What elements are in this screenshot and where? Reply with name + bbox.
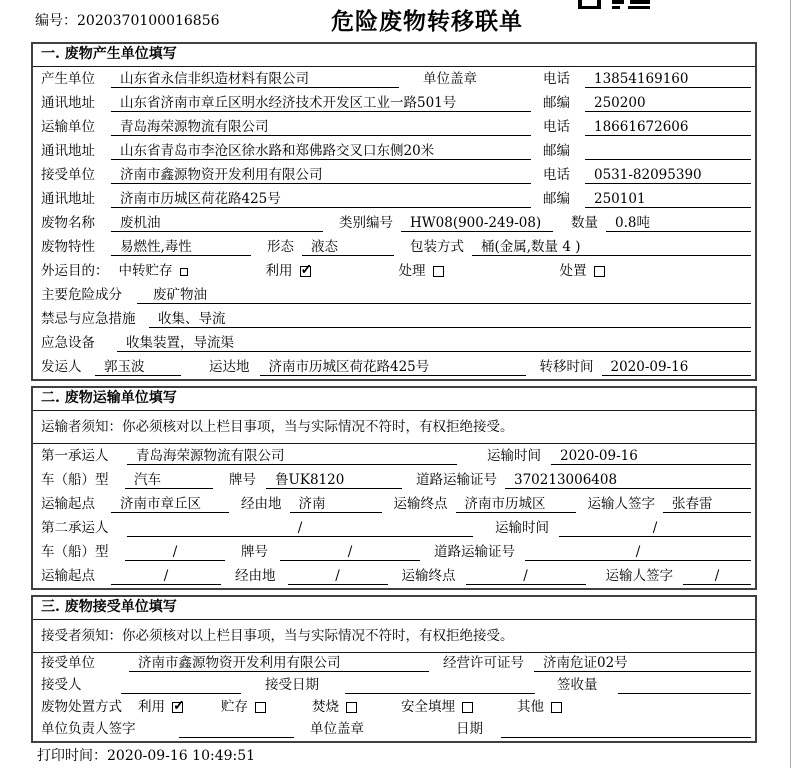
- section-transporter-title: 二. 废物运输单位填写: [33, 388, 755, 411]
- permit-label: 经营许可证号: [443, 655, 524, 671]
- route1-sign-value: 张春雷: [663, 496, 751, 513]
- accept-date-value: [345, 677, 535, 694]
- section-transporter: [31, 386, 757, 590]
- transporter-zip-label: 邮编: [543, 143, 570, 159]
- receiver-address-label: 通讯地址: [41, 191, 95, 207]
- producer-value: 山东省永信非织造材料有限公司: [111, 71, 399, 88]
- carrier1-time-label: 运输时间: [487, 448, 541, 464]
- route1-start-label: 运输起点: [41, 496, 95, 512]
- row-emergency-equipment: [33, 331, 755, 355]
- receiver-zip-value: 250101: [585, 191, 751, 208]
- hazard-label: 主要危险成分: [41, 287, 122, 303]
- carrier2-label: 第二承运人: [41, 520, 109, 536]
- route1-end-value: 济南市历城区: [456, 496, 576, 513]
- row-dispatch: [33, 355, 755, 379]
- license2-label: 道路运输证号: [434, 544, 515, 560]
- route2-start-value: /: [111, 568, 221, 585]
- checkbox-transfer-storage: [180, 268, 188, 276]
- disposal-label: 废物处置方式: [41, 699, 122, 715]
- waste-category-value: HW08(900-249-08): [401, 215, 553, 232]
- waste-packing-label: 包装方式: [410, 239, 464, 255]
- transporter-zip-value: [585, 143, 751, 160]
- waste-quantity-value: 0.8吨: [606, 215, 751, 232]
- carrier1-time-value: 2020-09-16: [551, 448, 751, 465]
- manager-sign-label: 单位负责人签字: [41, 721, 136, 737]
- row-receive-unit: [33, 653, 755, 675]
- checkbox-utilize: [300, 266, 311, 277]
- row-hazard: [33, 283, 755, 307]
- route2-via-label: 经由地: [235, 568, 276, 584]
- page-title: 危险废物转移联单: [331, 8, 523, 35]
- plate1-label: 牌号: [229, 472, 256, 488]
- emergency-equipment-value: 收集装置，导流渠: [117, 335, 751, 352]
- carrier2-value: /: [127, 520, 473, 537]
- print-time-value: 2020-09-16 10:49:51: [107, 748, 256, 764]
- signoff-date-label: 日期: [456, 721, 483, 737]
- print-time-label: 打印时间：: [37, 748, 107, 764]
- plate2-label: 牌号: [241, 544, 268, 560]
- checkbox-disposal-store: [255, 702, 266, 713]
- purpose-option-treat: 处理: [399, 263, 444, 280]
- row-producer: [33, 67, 755, 91]
- plate2-value: /: [280, 544, 420, 561]
- signed-amount-label: 签收量: [557, 677, 598, 693]
- unit-seal-label: 单位盖章: [310, 721, 364, 737]
- qr-code-fragment: [578, 0, 650, 9]
- receiver-phone-value: 0531-82095390: [585, 167, 751, 184]
- route2-start-label: 运输起点: [41, 568, 95, 584]
- checkbox-treat: [433, 266, 444, 277]
- producer-phone-value: 13854169160: [585, 71, 751, 88]
- hazard-value: 废矿物油: [137, 287, 751, 304]
- carrier1-value: 青岛海荣源物流有限公司: [127, 448, 457, 465]
- route2-via-value: /: [288, 568, 388, 585]
- producer-phone-label: 电话: [543, 71, 570, 87]
- manifest-form: [31, 42, 757, 748]
- print-time: [37, 745, 255, 765]
- shipper-label: 发运人: [41, 359, 82, 375]
- row-waste-traits: [33, 235, 755, 259]
- accept-date-label: 接受日期: [265, 677, 319, 693]
- route1-sign-label: 运输人签字: [587, 496, 655, 512]
- serial-number: [35, 10, 220, 30]
- vehicle1-label: 车（船）型: [41, 472, 109, 488]
- purpose-label: 外运目的：: [41, 263, 109, 279]
- checkbox-disposal-utilize: [172, 702, 183, 713]
- transporter-value: 青岛海荣源物流有限公司: [111, 119, 531, 136]
- producer-label: 产生单位: [41, 71, 95, 87]
- disposal-option-incinerate: 焚烧: [312, 699, 357, 716]
- receiver-phone-label: 电话: [543, 167, 570, 183]
- transfer-time-label: 转移时间: [539, 359, 594, 375]
- license1-label: 道路运输证号: [416, 472, 497, 488]
- receive-unit-value: 济南市鑫源物资开发利用有限公司: [129, 655, 429, 672]
- destination-label: 运达地: [209, 359, 250, 375]
- row-purpose: [33, 259, 755, 283]
- plate1-value: 鲁UK8120: [266, 472, 402, 489]
- receiver-address-value: 济南市历城区荷花路425号: [111, 191, 531, 208]
- disposal-option-other: 其他: [517, 699, 562, 716]
- route1-end-label: 运输终点: [393, 496, 448, 512]
- checkbox-disposal-other: [551, 702, 562, 713]
- permit-value: 济南危证02号: [534, 655, 751, 672]
- emergency-measures-value: 收集、导流: [149, 311, 751, 328]
- waste-form-value: 液态: [302, 239, 394, 256]
- receiver-notice: 接受者须知：你必须核对以上栏目事项，当与实际情况不符时，有权拒绝接受。: [33, 620, 755, 653]
- row-receiver-address: [33, 187, 755, 211]
- purpose-option-dispose: 处置: [560, 263, 605, 280]
- route2-end-label: 运输终点: [401, 568, 456, 584]
- carrier2-time-value: /: [559, 520, 751, 537]
- waste-name-label: 废物名称: [41, 215, 95, 231]
- disposal-option-utilize: 利用 ✓: [138, 699, 183, 716]
- row-vehicle2: [33, 540, 755, 564]
- waste-traits-value: 易燃性,毒性: [111, 239, 251, 256]
- row-waste-name: [33, 211, 755, 235]
- row-route2: [33, 564, 755, 588]
- row-acceptance: [33, 675, 755, 697]
- receiver-label: 接受单位: [41, 167, 95, 183]
- page-edge-line: [790, 0, 791, 768]
- carrier2-time-label: 运输时间: [495, 520, 549, 536]
- row-receiver: [33, 163, 755, 187]
- transporter-phone-label: 电话: [543, 119, 570, 135]
- route1-via-value: 济南: [290, 496, 382, 513]
- receiver-zip-label: 邮编: [543, 191, 570, 207]
- accept-person-label: 接受人: [41, 677, 82, 693]
- producer-seal-label: 单位盖章: [423, 71, 477, 87]
- transporter-phone-value: 18661672606: [585, 119, 751, 136]
- license2-value: /: [525, 544, 751, 561]
- producer-zip-label: 邮编: [543, 95, 570, 111]
- row-carrier2: [33, 516, 755, 540]
- transporter-label: 运输单位: [41, 119, 95, 135]
- disposal-option-store: 贮存: [221, 699, 266, 716]
- checkbox-dispose: [594, 266, 605, 277]
- route1-via-label: 经由地: [241, 496, 282, 512]
- row-disposal: [33, 697, 755, 719]
- purpose-option-utilize: 利用 ✓: [266, 263, 311, 280]
- receiver-value: 济南市鑫源物资开发利用有限公司: [111, 167, 531, 184]
- checkbox-disposal-landfill: [462, 702, 473, 713]
- accept-person-value: [121, 677, 241, 694]
- transfer-time-value: 2020-09-16: [602, 359, 752, 376]
- emergency-measures-label: 禁忌与应急措施: [41, 311, 136, 327]
- manager-sign-value: [179, 721, 294, 738]
- waste-packing-value: 桶(金属,数量 4 ): [472, 239, 751, 256]
- receive-unit-label: 接受单位: [41, 655, 95, 671]
- transporter-notice: 运输者须知：你必须核对以上栏目事项，当与实际情况不符时，有权拒绝接受。: [33, 411, 755, 444]
- transporter-address-value: 山东省青岛市李沧区徐水路和郑佛路交叉口东侧20米: [111, 143, 531, 160]
- waste-traits-label: 废物特性: [41, 239, 95, 255]
- row-route1: [33, 492, 755, 516]
- section-producer-title: 一. 废物产生单位填写: [33, 44, 755, 67]
- producer-zip-value: 250200: [585, 95, 751, 112]
- row-transporter: [33, 115, 755, 139]
- route2-sign-label: 运输人签字: [605, 568, 673, 584]
- waste-name-value: 废机油: [111, 215, 323, 232]
- license1-value: 370213006408: [505, 472, 751, 489]
- serial-value: 2020370100016856: [77, 13, 220, 29]
- destination-value: 济南市历城区荷花路425号: [260, 359, 526, 376]
- row-producer-address: [33, 91, 755, 115]
- route2-sign-value: /: [683, 568, 751, 585]
- section-receiver: [31, 595, 757, 743]
- waste-form-label: 形态: [267, 239, 294, 255]
- purpose-option-transfer-storage: 中转贮存: [119, 263, 188, 280]
- checkbox-disposal-incinerate: [346, 702, 357, 713]
- row-transporter-address: [33, 139, 755, 163]
- signoff-date-value: [501, 721, 751, 738]
- producer-address-label: 通讯地址: [41, 95, 95, 111]
- row-vehicle1: [33, 468, 755, 492]
- emergency-equipment-label: 应急设备: [41, 335, 95, 351]
- vehicle2-value: /: [125, 544, 225, 561]
- row-signoff: [33, 719, 755, 741]
- row-emergency-measures: [33, 307, 755, 331]
- transporter-address-label: 通讯地址: [41, 143, 95, 159]
- producer-address-value: 山东省济南市章丘区明水经济技术开发区工业一路501号: [111, 95, 531, 112]
- shipper-value: 郭玉波: [95, 359, 181, 376]
- route2-end-value: /: [466, 568, 586, 585]
- vehicle2-label: 车（船）型: [41, 544, 109, 560]
- vehicle1-value: 汽车: [125, 472, 213, 489]
- signed-amount-value: [618, 677, 752, 694]
- section-receiver-title: 三. 废物接受单位填写: [33, 597, 755, 620]
- waste-category-label: 类别编号: [339, 215, 393, 231]
- row-carrier1: [33, 444, 755, 468]
- section-producer: [31, 42, 757, 381]
- disposal-option-landfill: 安全填埋: [401, 699, 473, 716]
- carrier1-label: 第一承运人: [41, 448, 109, 464]
- waste-quantity-label: 数量: [571, 215, 598, 231]
- serial-label: 编号：: [35, 13, 77, 29]
- route1-start-value: 济南市章丘区: [111, 496, 229, 513]
